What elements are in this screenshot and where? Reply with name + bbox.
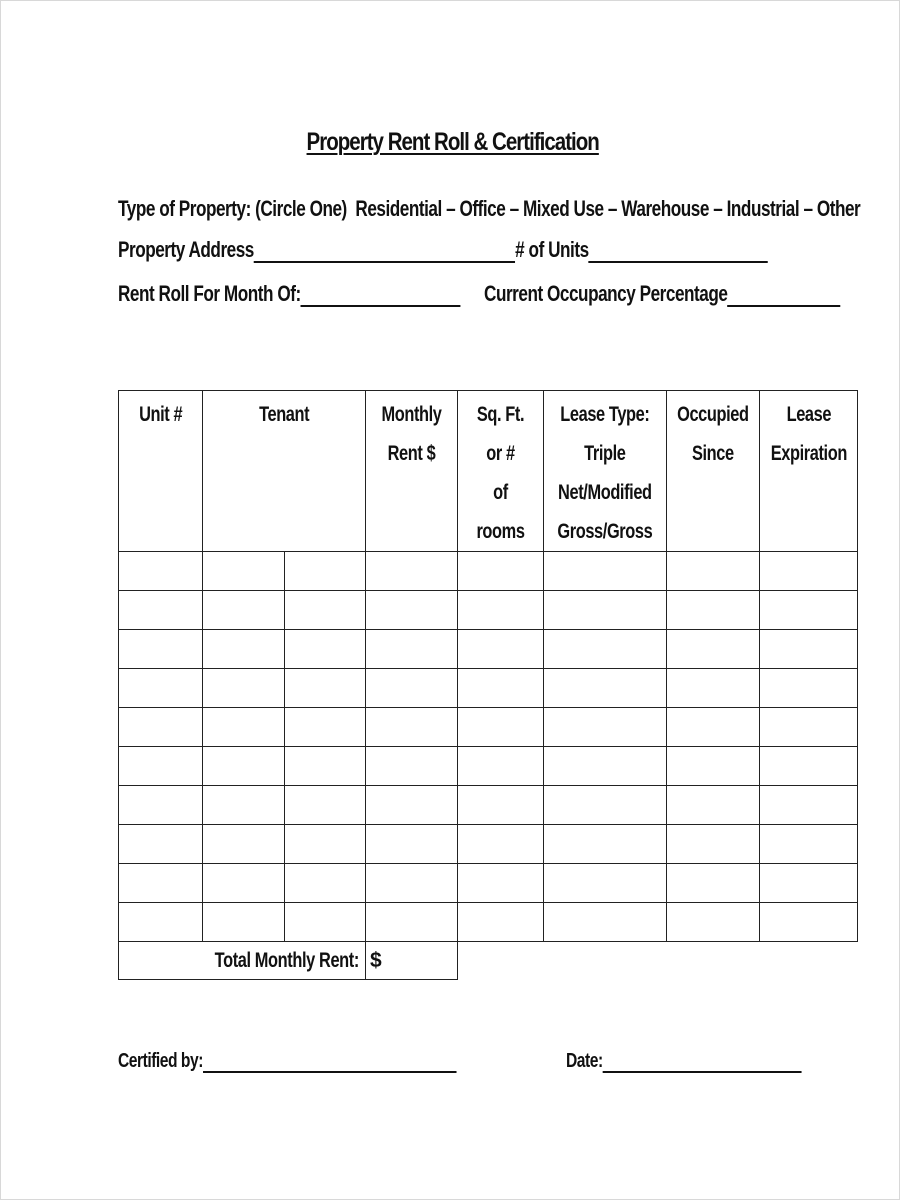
total-row xyxy=(119,942,858,980)
table-cell[interactable] xyxy=(666,669,759,708)
certified-by-label: Certified by: xyxy=(118,1050,203,1072)
table-cell[interactable] xyxy=(203,864,285,903)
table-cell[interactable] xyxy=(666,825,759,864)
table-cell[interactable] xyxy=(119,903,203,942)
table-body xyxy=(119,552,858,942)
table-cell[interactable] xyxy=(759,552,858,591)
units-label: # of Units xyxy=(515,237,589,262)
table-cell[interactable] xyxy=(203,903,285,942)
property-type-line xyxy=(118,196,860,222)
table-row xyxy=(119,825,858,864)
table-cell[interactable] xyxy=(759,708,858,747)
table-cell[interactable] xyxy=(458,552,544,591)
date-label: Date: xyxy=(566,1050,603,1072)
table-cell[interactable] xyxy=(203,786,285,825)
table-cell[interactable] xyxy=(544,864,667,903)
table-cell[interactable] xyxy=(285,903,366,942)
table-cell[interactable] xyxy=(366,903,458,942)
table-row xyxy=(119,864,858,903)
table-cell[interactable] xyxy=(458,903,544,942)
table-cell[interactable] xyxy=(666,552,759,591)
table-cell[interactable] xyxy=(203,708,285,747)
occupancy-field[interactable] xyxy=(727,285,840,307)
table-cell[interactable] xyxy=(458,591,544,630)
table-cell[interactable] xyxy=(458,669,544,708)
table-cell[interactable] xyxy=(759,903,858,942)
document-title: Property Rent Roll & Certification xyxy=(306,128,599,156)
table-cell[interactable] xyxy=(119,552,203,591)
table-header-row xyxy=(119,391,858,552)
rent-roll-month-label: Rent Roll For Month Of: xyxy=(118,281,301,306)
table-row xyxy=(119,669,858,708)
table-cell[interactable] xyxy=(119,825,203,864)
table-cell[interactable] xyxy=(458,825,544,864)
table-row xyxy=(119,786,858,825)
table-cell[interactable] xyxy=(366,825,458,864)
table-cell[interactable] xyxy=(458,708,544,747)
table-cell[interactable] xyxy=(119,630,203,669)
table-cell[interactable] xyxy=(366,786,458,825)
total-row-spacer xyxy=(458,942,858,980)
occupancy-label: Current Occupancy Percentage xyxy=(484,281,728,306)
table-cell[interactable] xyxy=(458,786,544,825)
table-cell[interactable] xyxy=(203,747,285,786)
certified-by-field[interactable] xyxy=(203,1051,456,1073)
month-line xyxy=(118,281,841,307)
table-cell[interactable] xyxy=(285,825,366,864)
header-lease-expiration: Lease Expiration xyxy=(759,391,858,552)
table-cell[interactable] xyxy=(759,825,858,864)
table-cell[interactable] xyxy=(285,591,366,630)
property-type-options[interactable]: Residential – Office – Mixed Use – Warehouse – Industrial – Other xyxy=(355,196,861,221)
table-cell[interactable] xyxy=(759,864,858,903)
table-cell[interactable] xyxy=(544,708,667,747)
table-cell[interactable] xyxy=(544,747,667,786)
table-cell[interactable] xyxy=(119,591,203,630)
table-row xyxy=(119,903,858,942)
table-row xyxy=(119,591,858,630)
table-cell[interactable] xyxy=(759,786,858,825)
table-cell[interactable] xyxy=(458,747,544,786)
table-cell[interactable] xyxy=(366,708,458,747)
property-address-label: Property Address xyxy=(118,237,254,262)
table-cell[interactable] xyxy=(285,747,366,786)
property-type-label: Type of Property: (Circle One) xyxy=(118,196,347,221)
table-cell[interactable] xyxy=(119,786,203,825)
table-cell[interactable] xyxy=(666,786,759,825)
table-cell[interactable] xyxy=(203,552,285,591)
table-row xyxy=(119,747,858,786)
table-cell[interactable] xyxy=(119,669,203,708)
header-sq-ft: Sq. Ft. or # of rooms xyxy=(458,391,544,552)
table-cell[interactable] xyxy=(544,591,667,630)
table-cell[interactable] xyxy=(203,825,285,864)
table-cell[interactable] xyxy=(544,903,667,942)
table-cell[interactable] xyxy=(544,825,667,864)
table-cell[interactable] xyxy=(285,669,366,708)
table-cell[interactable] xyxy=(366,669,458,708)
table-cell[interactable] xyxy=(366,864,458,903)
table-cell[interactable] xyxy=(666,630,759,669)
table-cell[interactable] xyxy=(366,552,458,591)
table-cell[interactable] xyxy=(203,591,285,630)
rent-roll-month-field[interactable] xyxy=(301,285,461,307)
table-cell[interactable] xyxy=(666,708,759,747)
table-cell[interactable] xyxy=(759,669,858,708)
table-cell[interactable] xyxy=(458,630,544,669)
table-row xyxy=(119,708,858,747)
table-cell[interactable] xyxy=(759,591,858,630)
table-cell[interactable] xyxy=(203,630,285,669)
date-line xyxy=(566,1050,802,1073)
table-cell[interactable] xyxy=(458,864,544,903)
table-cell[interactable] xyxy=(366,591,458,630)
header-lease-type: Lease Type: Triple Net/Modified Gross/Gross xyxy=(544,391,667,552)
table-cell[interactable] xyxy=(759,630,858,669)
table-cell[interactable] xyxy=(119,747,203,786)
table-cell[interactable] xyxy=(666,591,759,630)
table-cell[interactable] xyxy=(203,669,285,708)
table-cell[interactable] xyxy=(759,747,858,786)
table-cell[interactable] xyxy=(119,708,203,747)
property-address-field[interactable] xyxy=(254,241,515,263)
table-cell[interactable] xyxy=(366,630,458,669)
table-cell[interactable] xyxy=(666,747,759,786)
table-cell[interactable] xyxy=(666,864,759,903)
table-cell[interactable] xyxy=(366,747,458,786)
rent-roll-table xyxy=(118,390,858,980)
date-field[interactable] xyxy=(603,1051,802,1073)
header-occupied-since: Occupied Since xyxy=(666,391,759,552)
address-line xyxy=(118,237,768,263)
table-cell[interactable] xyxy=(544,669,667,708)
table-cell[interactable] xyxy=(119,864,203,903)
header-unit: Unit # xyxy=(119,391,203,552)
table-cell[interactable] xyxy=(544,552,667,591)
table-cell[interactable] xyxy=(285,630,366,669)
header-tenant: Tenant xyxy=(203,391,366,552)
table-cell[interactable] xyxy=(666,903,759,942)
table-row xyxy=(119,552,858,591)
table-cell[interactable] xyxy=(285,864,366,903)
units-field[interactable] xyxy=(589,241,768,263)
total-monthly-rent-label: Total Monthly Rent: xyxy=(119,942,366,980)
header-monthly-rent: Monthly Rent $ xyxy=(366,391,458,552)
certified-by-line xyxy=(118,1050,456,1073)
table-cell[interactable] xyxy=(544,630,667,669)
table-row xyxy=(119,630,858,669)
table-cell[interactable] xyxy=(285,552,366,591)
table-cell[interactable] xyxy=(285,708,366,747)
table-cell[interactable] xyxy=(544,786,667,825)
total-monthly-rent-field[interactable]: $ xyxy=(366,942,458,980)
table-cell[interactable] xyxy=(285,786,366,825)
